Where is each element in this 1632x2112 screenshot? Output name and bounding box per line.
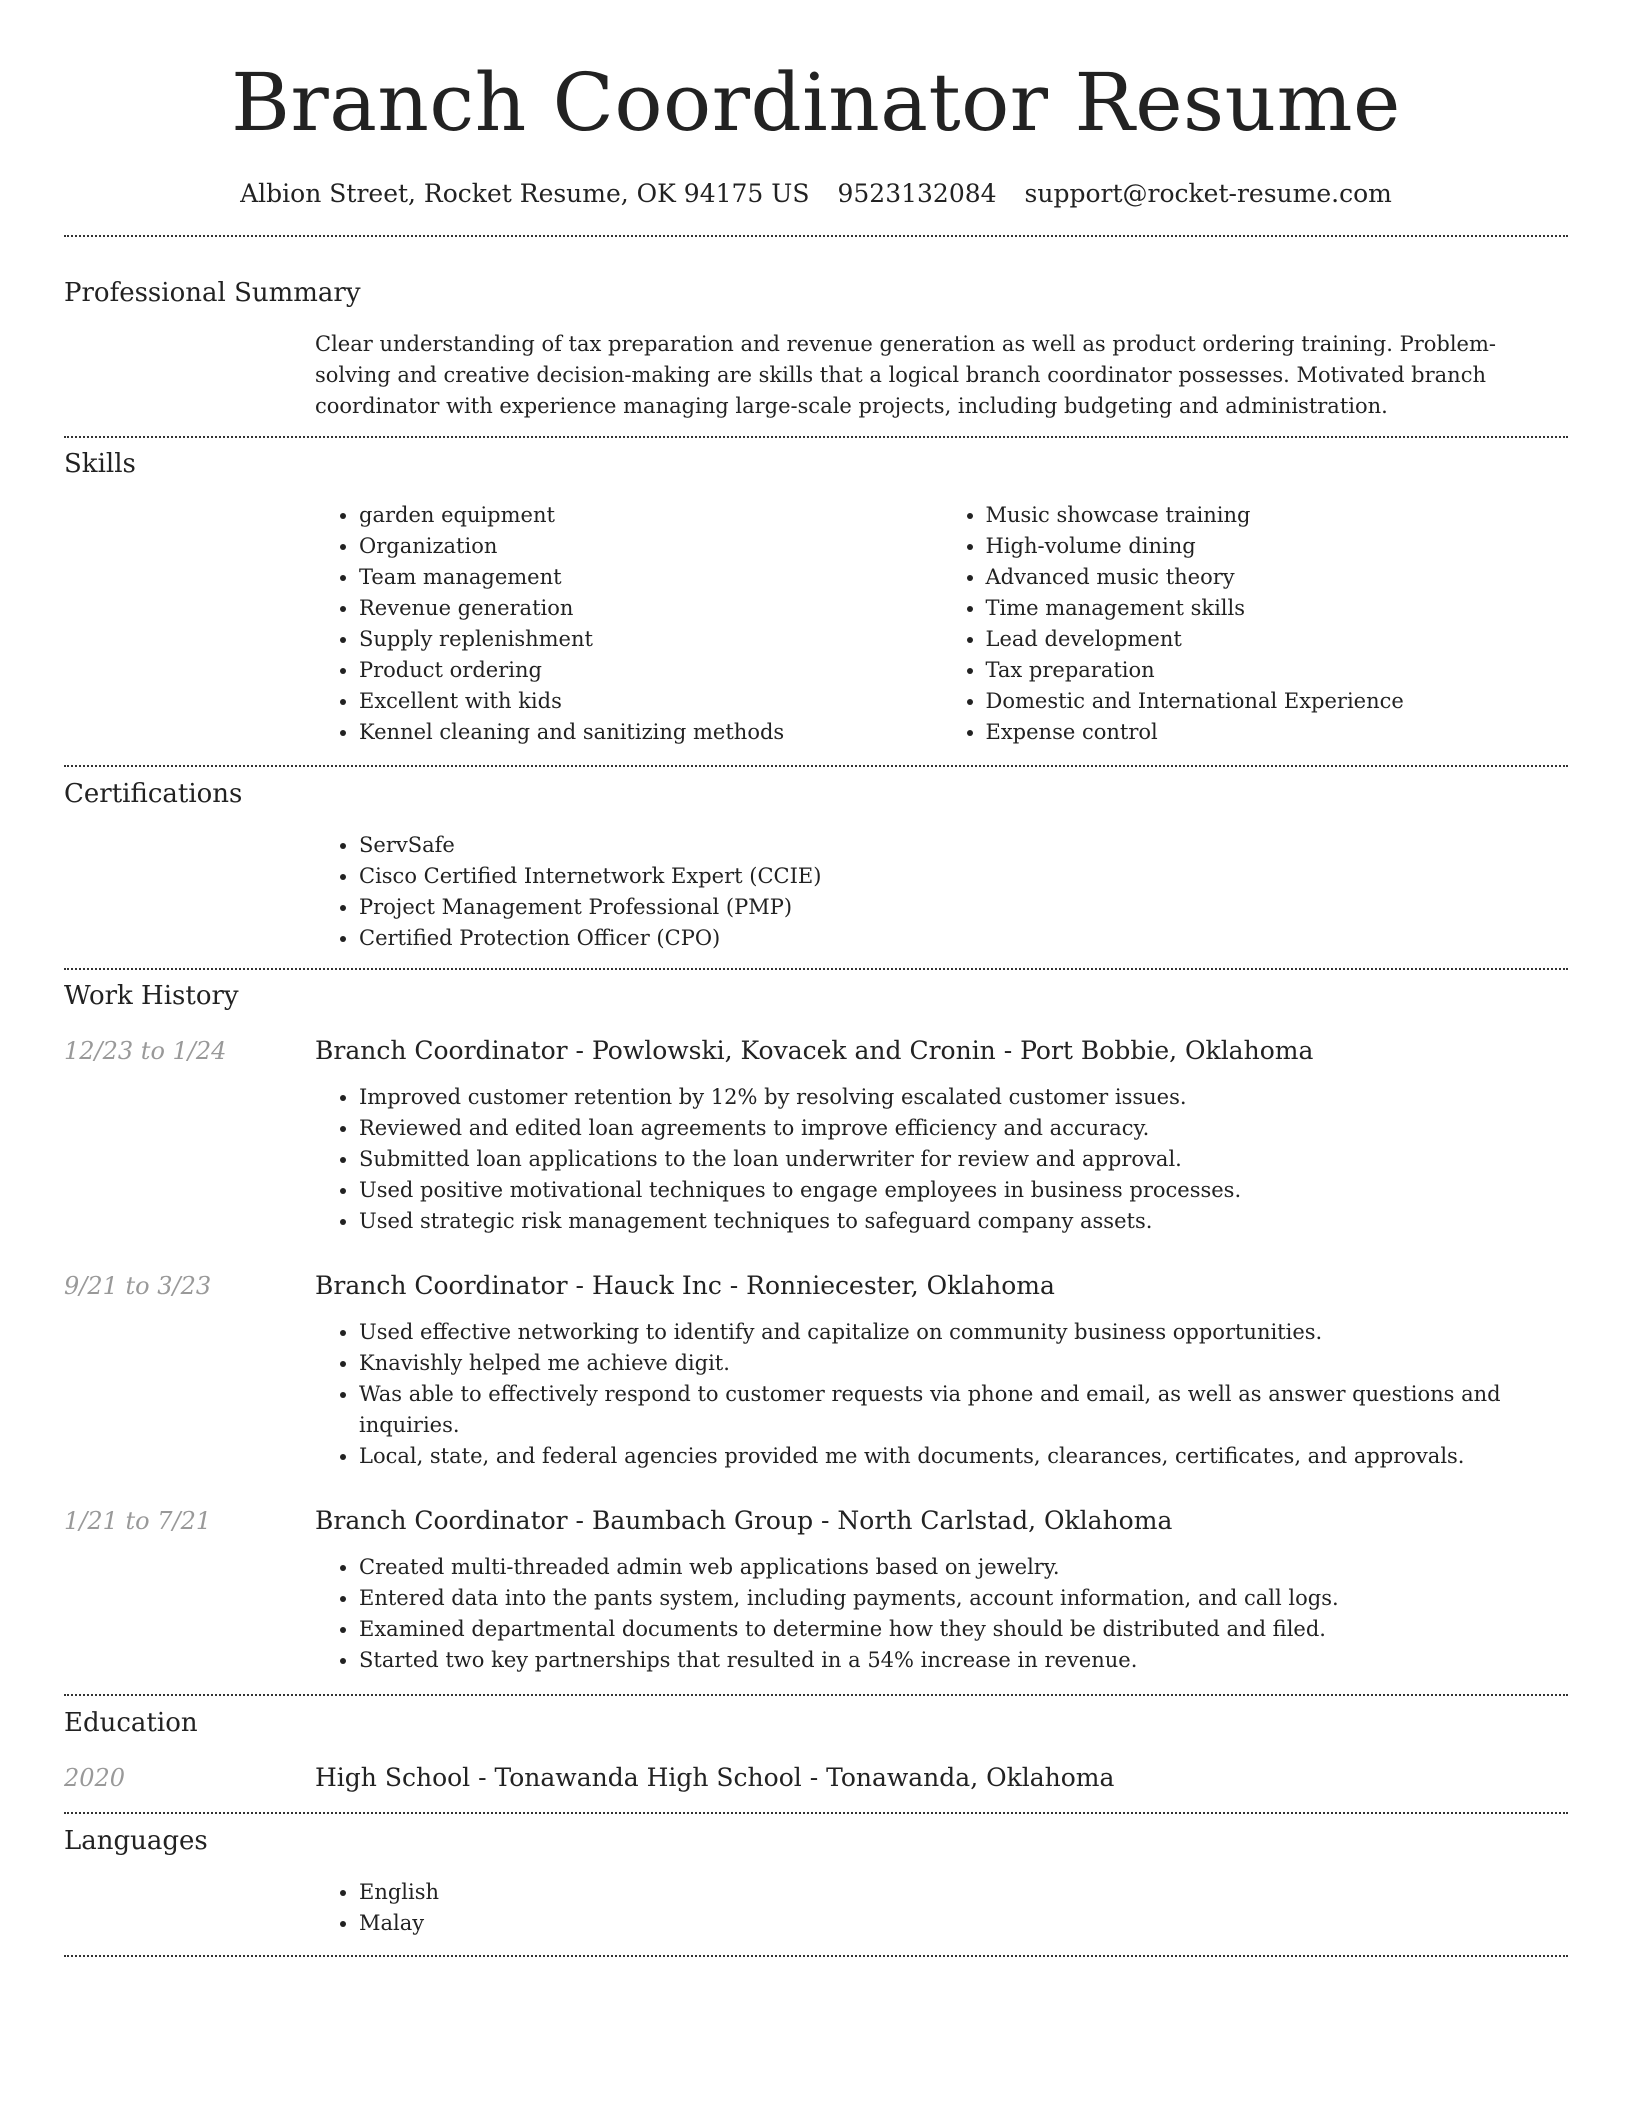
job-bullets xyxy=(315,1552,1568,1676)
job-bullet: • Reviewed and edited loan agreements to improve efficiency and accuracy. xyxy=(359,1113,1568,1144)
language-item: • Malay xyxy=(359,1908,1568,1939)
resume-title: Branch Coordinator Resume xyxy=(231,56,1401,149)
job-title: Branch Coordinator - Baumbach Group - North Carlstad, Oklahoma xyxy=(315,1506,1173,1535)
skill-item: • Excellent with kids xyxy=(359,686,942,717)
job-bullet: • Used positive motivational techniques to engage employees in business processes. xyxy=(359,1175,1568,1206)
skill-item: • Time management skills xyxy=(986,593,1569,624)
job-bullet: • Created multi-threaded admin web applications based on jewelry. xyxy=(359,1552,1568,1583)
job-bullet: • Knavishly helped me achieve digit. xyxy=(359,1348,1568,1379)
section-title-languages: Languages xyxy=(64,1826,208,1856)
job-bullets xyxy=(315,1317,1568,1472)
contact-phone: 9523132084 xyxy=(837,179,997,208)
section-title-education: Education xyxy=(64,1708,198,1738)
education-year: 2020 xyxy=(64,1764,126,1792)
job-bullet: • Used effective networking to identify and capitalize on community business opportunities. xyxy=(359,1317,1568,1348)
certification-item: • Certified Protection Officer (CPO) xyxy=(359,923,1568,954)
job-bullet: • Local, state, and federal agencies provided me with documents, clearances, certificates, and approvals. xyxy=(359,1441,1568,1472)
skill-item: • Supply replenishment xyxy=(359,624,942,655)
skills-list-right xyxy=(942,500,1569,748)
skill-item: • Organization xyxy=(359,531,942,562)
job-title: Branch Coordinator - Hauck Inc - Ronniecester, Oklahoma xyxy=(315,1271,1055,1300)
resume-page xyxy=(64,0,1568,1957)
job-bullet: • Used strategic risk management techniques to safeguard company assets. xyxy=(359,1206,1568,1237)
contact-email: support@rocket-resume.com xyxy=(1024,179,1392,208)
summary-section xyxy=(64,237,1568,422)
skill-item: • Product ordering xyxy=(359,655,942,686)
section-title-certifications: Certifications xyxy=(64,779,243,809)
job-entry xyxy=(64,1034,1568,1237)
job-bullet: • Examined departmental documents to determine how they should be distributed and filed. xyxy=(359,1614,1568,1645)
skill-item: • High-volume dining xyxy=(986,531,1569,562)
summary-text: Clear understanding of tax preparation and revenue generation as well as product ordering training. Problem-solving and creative decision-making are skills that a logical branch coordinator possesses. Motivated branch coordinator with experience managing large-scale projects, including budgeting and administration. xyxy=(315,332,1496,418)
contact-line xyxy=(64,176,1568,212)
section-title-summary: Professional Summary xyxy=(64,278,361,308)
skills-list-left xyxy=(315,500,942,748)
skills-columns xyxy=(315,500,1568,748)
skill-item: • Lead development xyxy=(986,624,1569,655)
section-divider xyxy=(64,1955,1568,1957)
skill-item: • Advanced music theory xyxy=(986,562,1569,593)
languages-section xyxy=(64,1814,1568,1939)
job-entry xyxy=(64,1269,1568,1472)
section-title-skills: Skills xyxy=(64,449,136,479)
skill-item: • Revenue generation xyxy=(359,593,942,624)
education-entry xyxy=(64,1761,1568,1795)
job-bullet: • Was able to effectively respond to customer requests via phone and email, as well as answer questions and inquiries. xyxy=(359,1379,1568,1441)
job-bullet: • Started two key partnerships that resulted in a 54% increase in revenue. xyxy=(359,1645,1568,1676)
job-dates: 9/21 to 3/23 xyxy=(64,1272,212,1300)
job-bullet: • Improved customer retention by 12% by resolving escalated customer issues. xyxy=(359,1082,1568,1113)
skill-item: • Team management xyxy=(359,562,942,593)
skill-item: • Music showcase training xyxy=(986,500,1569,531)
job-bullets xyxy=(315,1082,1568,1237)
job-dates: 1/21 to 7/21 xyxy=(64,1507,212,1535)
certification-item: • ServSafe xyxy=(359,830,1568,861)
language-item: • English xyxy=(359,1877,1568,1908)
certifications-section xyxy=(64,767,1568,954)
certification-item: • Project Management Professional (PMP) xyxy=(359,892,1568,923)
languages-list xyxy=(315,1877,1568,1939)
work-history-section xyxy=(64,970,1568,1676)
section-title-work-history: Work History xyxy=(64,981,239,1011)
job-entry xyxy=(64,1504,1568,1676)
job-bullet: • Submitted loan applications to the loan underwriter for review and approval. xyxy=(359,1144,1568,1175)
job-title: Branch Coordinator - Powlowski, Kovacek and Cronin - Port Bobbie, Oklahoma xyxy=(315,1036,1314,1065)
skills-section xyxy=(64,438,1568,748)
skill-item: • garden equipment xyxy=(359,500,942,531)
education-degree: High School - Tonawanda High School - Tonawanda, Oklahoma xyxy=(315,1763,1115,1792)
skill-item: • Domestic and International Experience xyxy=(986,686,1569,717)
skill-item: • Kennel cleaning and sanitizing methods xyxy=(359,717,942,748)
certification-item: • Cisco Certified Internetwork Expert (CCIE) xyxy=(359,861,1568,892)
job-dates: 12/23 to 1/24 xyxy=(64,1037,227,1065)
certifications-list xyxy=(315,830,1568,954)
skill-item: • Tax preparation xyxy=(986,655,1569,686)
skill-item: • Expense control xyxy=(986,717,1569,748)
education-section xyxy=(64,1696,1568,1795)
contact-address: Albion Street, Rocket Resume, OK 94175 US xyxy=(240,179,810,208)
job-bullet: • Entered data into the pants system, including payments, account information, and call logs. xyxy=(359,1583,1568,1614)
